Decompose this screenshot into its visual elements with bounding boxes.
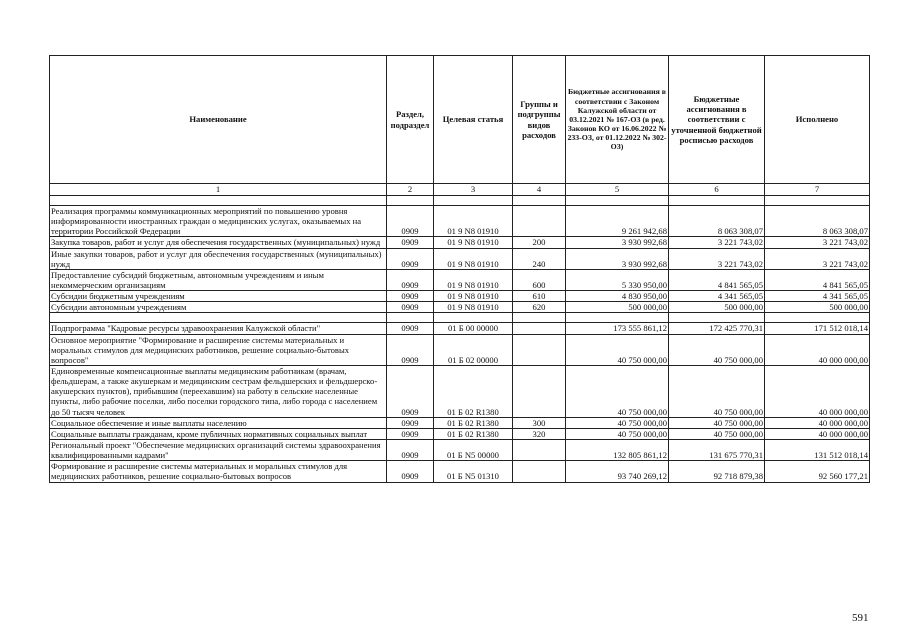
row-executed: 8 063 308,07 — [765, 206, 870, 237]
row-executed: 500 000,00 — [765, 302, 870, 313]
row-executed: 131 512 018,14 — [765, 439, 870, 460]
header-budget-law: Бюджетные ассигнования в соответствии с Законом Калужской области от 03.12.2021 № 167-ОЗ (в ред. Законов КО от 16.06.2022 № 233-ОЗ, от 01.12.2022 № 302-ОЗ) — [566, 56, 669, 184]
row-name: Реализация программы коммуникационных мероприятий по повышению уровня информированности иностранных граждан о медицинских услугах, оказываемых на территории Российской Федерации — [50, 206, 387, 237]
row-name: Социальное обеспечение и иные выплаты населению — [50, 417, 387, 428]
row-budget-refined: 40 750 000,00 — [669, 334, 765, 365]
column-number-row — [50, 184, 870, 196]
row-budget-law: 500 000,00 — [566, 302, 669, 313]
row-group: 620 — [513, 302, 566, 313]
row-target: 01 9 N8 01910 — [434, 248, 513, 269]
row-budget-law: 40 750 000,00 — [566, 417, 669, 428]
spacer-row — [50, 196, 870, 206]
column-number: 7 — [765, 184, 870, 196]
table-row — [50, 302, 870, 313]
column-number: 2 — [387, 184, 434, 196]
column-number: 6 — [669, 184, 765, 196]
row-budget-refined: 4 341 565,05 — [669, 291, 765, 302]
row-group — [513, 206, 566, 237]
spacer-row — [50, 313, 870, 323]
table-row — [50, 269, 870, 290]
row-target: 01 9 N8 01910 — [434, 206, 513, 237]
row-target: 01 Б 00 00000 — [434, 323, 513, 334]
row-executed: 40 000 000,00 — [765, 417, 870, 428]
page-number: 591 — [852, 612, 869, 624]
row-budget-law: 40 750 000,00 — [566, 334, 669, 365]
row-name: Субсидии бюджетным учреждениям — [50, 291, 387, 302]
column-number: 5 — [566, 184, 669, 196]
table-row — [50, 461, 870, 482]
row-executed: 40 000 000,00 — [765, 365, 870, 417]
row-target: 01 9 N8 01910 — [434, 237, 513, 248]
row-budget-law: 40 750 000,00 — [566, 365, 669, 417]
row-section: 0909 — [387, 248, 434, 269]
row-group — [513, 334, 566, 365]
row-executed: 3 221 743,02 — [765, 248, 870, 269]
column-number: 4 — [513, 184, 566, 196]
table-row — [50, 291, 870, 302]
row-group — [513, 323, 566, 334]
row-budget-refined: 4 841 565,05 — [669, 269, 765, 290]
row-group: 320 — [513, 428, 566, 439]
row-target: 01 Б 02 00000 — [434, 334, 513, 365]
row-executed: 171 512 018,14 — [765, 323, 870, 334]
row-budget-refined: 3 221 743,02 — [669, 248, 765, 269]
row-section: 0909 — [387, 334, 434, 365]
row-name: Единовременные компенсационные выплаты медицинским работникам (врачам, фельдшерам, а также акушеркам и медицинским сестрам фельдшерских и фельдшерско-акушерских пунктов), прибывшим (переехавшим) на работу в сельские населенные пункты, либо рабочие поселки, либо поселки городского типа, либо города с населением до 50 тысяч человек — [50, 365, 387, 417]
row-group: 240 — [513, 248, 566, 269]
row-budget-law: 3 930 992,68 — [566, 237, 669, 248]
row-target: 01 9 N8 01910 — [434, 291, 513, 302]
row-section: 0909 — [387, 439, 434, 460]
column-number: 3 — [434, 184, 513, 196]
row-group: 610 — [513, 291, 566, 302]
header-budget-refined: Бюджетные ассигнования в соответствии с уточненной бюджетной росписью расходов — [669, 56, 765, 184]
header-name: Наименование — [50, 56, 387, 184]
row-name: Иные закупки товаров, работ и услуг для обеспечения государственных (муниципальных) нужд — [50, 248, 387, 269]
row-budget-law: 4 830 950,00 — [566, 291, 669, 302]
row-target: 01 Б N5 01310 — [434, 461, 513, 482]
row-section: 0909 — [387, 417, 434, 428]
table-row — [50, 206, 870, 237]
table-row — [50, 428, 870, 439]
row-name: Социальные выплаты гражданам, кроме публичных нормативных социальных выплат — [50, 428, 387, 439]
row-target: 01 Б 02 R1380 — [434, 417, 513, 428]
row-budget-refined: 8 063 308,07 — [669, 206, 765, 237]
row-section: 0909 — [387, 302, 434, 313]
row-executed: 40 000 000,00 — [765, 428, 870, 439]
table-row — [50, 365, 870, 417]
row-budget-law: 5 330 950,00 — [566, 269, 669, 290]
row-name: Закупка товаров, работ и услуг для обеспечения государственных (муниципальных) нужд — [50, 237, 387, 248]
row-budget-refined: 40 750 000,00 — [669, 365, 765, 417]
table-row — [50, 334, 870, 365]
row-budget-law: 40 750 000,00 — [566, 428, 669, 439]
row-executed: 4 841 565,05 — [765, 269, 870, 290]
row-budget-refined: 92 718 879,38 — [669, 461, 765, 482]
row-executed: 40 000 000,00 — [765, 334, 870, 365]
row-group — [513, 365, 566, 417]
row-section: 0909 — [387, 269, 434, 290]
row-section: 0909 — [387, 428, 434, 439]
row-section: 0909 — [387, 365, 434, 417]
row-group: 300 — [513, 417, 566, 428]
row-name: Формирование и расширение системы материальных и моральных стимулов для медицинских работников, решение социально-бытовых вопросов — [50, 461, 387, 482]
header-row — [50, 56, 870, 184]
row-name: Субсидии автономным учреждениям — [50, 302, 387, 313]
table-body — [50, 206, 870, 483]
row-group — [513, 461, 566, 482]
row-name: Подпрограмма "Кадровые ресурсы здравоохранения Калужской области" — [50, 323, 387, 334]
row-budget-refined: 3 221 743,02 — [669, 237, 765, 248]
table-row — [50, 417, 870, 428]
header-target: Целевая статья — [434, 56, 513, 184]
row-executed: 4 341 565,05 — [765, 291, 870, 302]
row-budget-refined: 500 000,00 — [669, 302, 765, 313]
row-target: 01 Б 02 R1380 — [434, 365, 513, 417]
row-target: 01 9 N8 01910 — [434, 269, 513, 290]
table-row — [50, 439, 870, 460]
table-row — [50, 237, 870, 248]
row-target: 01 Б N5 00000 — [434, 439, 513, 460]
table-row — [50, 323, 870, 334]
row-target: 01 9 N8 01910 — [434, 302, 513, 313]
row-budget-refined: 40 750 000,00 — [669, 417, 765, 428]
row-section: 0909 — [387, 461, 434, 482]
row-group: 600 — [513, 269, 566, 290]
row-name: Основное мероприятие "Формирование и расширение системы материальных и моральных стимулов для медицинских работников, решение социально-бытовых вопросов" — [50, 334, 387, 365]
row-budget-refined: 40 750 000,00 — [669, 428, 765, 439]
row-budget-law: 132 805 861,12 — [566, 439, 669, 460]
table-row — [50, 248, 870, 269]
header-executed: Исполнено — [765, 56, 870, 184]
row-budget-refined: 131 675 770,31 — [669, 439, 765, 460]
row-budget-refined: 172 425 770,31 — [669, 323, 765, 334]
row-section: 0909 — [387, 291, 434, 302]
row-group: 200 — [513, 237, 566, 248]
row-name: Предоставление субсидий бюджетным, автономным учреждениям и иным некоммерческим организациям — [50, 269, 387, 290]
row-section: 0909 — [387, 206, 434, 237]
row-budget-law: 3 930 992,68 — [566, 248, 669, 269]
row-target: 01 Б 02 R1380 — [434, 428, 513, 439]
column-number: 1 — [50, 184, 387, 196]
row-section: 0909 — [387, 237, 434, 248]
header-section: Раздел, подраздел — [387, 56, 434, 184]
row-budget-law: 173 555 861,12 — [566, 323, 669, 334]
budget-table — [49, 55, 870, 483]
row-budget-law: 9 261 942,68 — [566, 206, 669, 237]
row-budget-law: 93 740 269,12 — [566, 461, 669, 482]
row-executed: 92 560 177,21 — [765, 461, 870, 482]
row-executed: 3 221 743,02 — [765, 237, 870, 248]
row-group — [513, 439, 566, 460]
header-groups: Группы и подгруппы видов расходов — [513, 56, 566, 184]
row-name: Региональный проект "Обеспечение медицинских организаций системы здравоохранения квалифицированными кадрами" — [50, 439, 387, 460]
row-section: 0909 — [387, 323, 434, 334]
